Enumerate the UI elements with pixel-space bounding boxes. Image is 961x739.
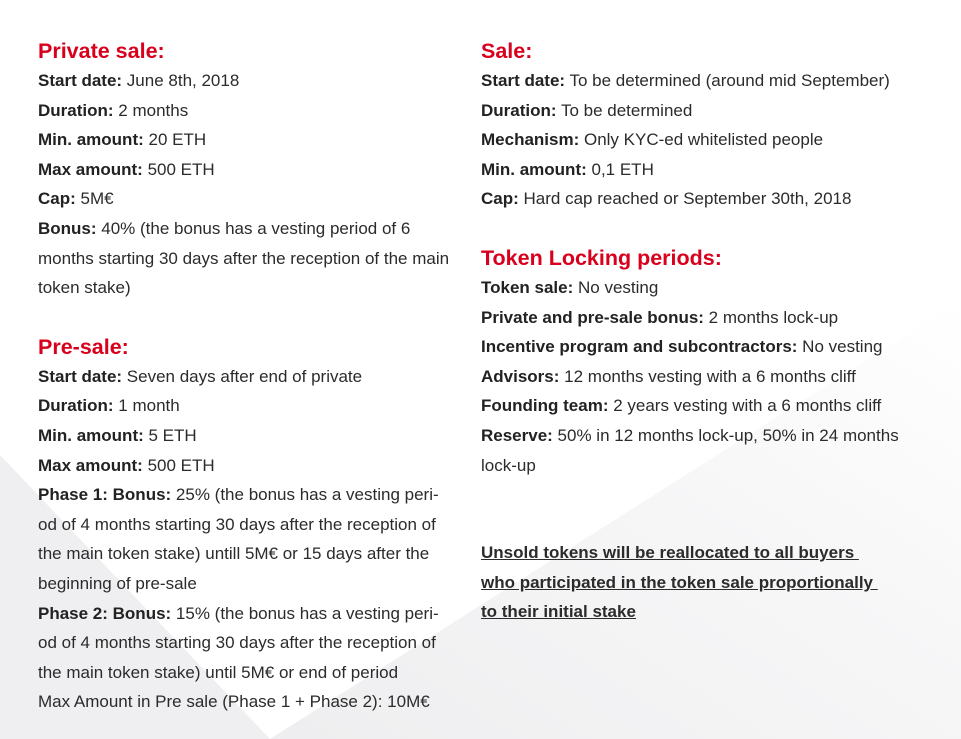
- field-label: Start date:: [38, 366, 123, 386]
- field-value: No vesting: [797, 337, 883, 357]
- left-column: [38, 36, 450, 717]
- private-sale-heading: Private sale:: [38, 39, 165, 63]
- field-value: 15% (the bonus has a vesting peri-od of 4 months starting 30 days after the reception of the main token stake) until 5M€ or end of period: [38, 603, 439, 682]
- field-label: Duration:: [38, 396, 114, 416]
- field-label: Min. amount:: [481, 159, 587, 179]
- field-value: June 8th, 2018: [122, 71, 240, 90]
- private-sale-section: [38, 36, 450, 303]
- pre-sale-heading: Pre-sale:: [38, 334, 129, 359]
- field-value: 1 month: [113, 396, 180, 416]
- field-label: Bonus:: [38, 218, 97, 238]
- field-label: Founding team:: [481, 396, 609, 416]
- field-label: Incentive program and subcontractors:: [481, 337, 798, 357]
- token-locking-incentive: [481, 332, 901, 362]
- private-sale-cap: [38, 184, 450, 214]
- field-label: Mechanism:: [481, 130, 580, 150]
- field-label: Private and pre-sale bonus:: [481, 307, 704, 327]
- field-value: Seven days after end of private: [122, 366, 363, 386]
- sale-section: [481, 36, 901, 214]
- field-value: 5M€: [75, 189, 114, 209]
- field-value: 2 months lock-up: [703, 307, 839, 327]
- field-value: 40% (the bonus has a vesting period of 6 months starting 30 days after the reception of the main token stake): [38, 218, 450, 298]
- private-sale-max-amount: [38, 155, 450, 185]
- unsold-tokens-note: [481, 538, 901, 627]
- field-label: Duration:: [481, 100, 557, 120]
- sale-duration: [481, 96, 901, 126]
- field-label: Max amount:: [38, 159, 143, 179]
- field-value: 12 months vesting with a 6 months cliff: [559, 366, 856, 386]
- token-locking-advisors: [481, 362, 901, 392]
- sale-cap: [481, 184, 901, 214]
- field-value: 2 months: [113, 100, 189, 120]
- field-label: Duration:: [38, 100, 114, 120]
- spacer: [481, 480, 901, 538]
- field-label: Reserve:: [481, 425, 553, 445]
- pre-sale-duration: [38, 391, 450, 421]
- private-sale-start-date: [38, 66, 450, 96]
- field-value: 25% (the bonus has a vesting peri-od of 4 months starting 30 days after the reception of the main token stake) untill 5M€ or 15 days after the beginning of pre-sale: [38, 485, 439, 593]
- token-locking-token-sale: [481, 273, 901, 303]
- pre-sale-max-amount: [38, 451, 450, 481]
- sale-mechanism: [481, 125, 901, 155]
- right-column: [481, 36, 901, 627]
- field-value: Only KYC-ed whitelisted people: [579, 130, 824, 150]
- field-label: Cap:: [481, 189, 519, 209]
- field-value: 500 ETH: [142, 159, 215, 179]
- token-locking-heading: Token Locking periods:: [481, 245, 722, 270]
- field-label: Max amount:: [38, 455, 143, 475]
- field-label: Cap:: [38, 189, 76, 209]
- field-label: Min. amount:: [38, 130, 144, 150]
- pre-sale-start-date: [38, 362, 450, 392]
- field-value: Hard cap reached or September 30th, 2018: [518, 189, 852, 209]
- field-label: Phase 2: Bonus:: [38, 603, 172, 623]
- pre-sale-section: [38, 332, 450, 717]
- sale-min-amount: [481, 155, 901, 185]
- pre-sale-phase2-bonus: [38, 599, 450, 688]
- field-value: 5 ETH: [143, 425, 197, 445]
- field-value: 20 ETH: [143, 130, 207, 150]
- field-label: Advisors:: [481, 366, 560, 386]
- token-locking-reserve: [481, 421, 901, 480]
- private-sale-min-amount: [38, 125, 450, 155]
- spacer: [38, 303, 450, 332]
- pre-sale-phase1-bonus: [38, 480, 450, 598]
- field-value: To be determined: [556, 100, 693, 120]
- pre-sale-min-amount: [38, 421, 450, 451]
- field-label: Phase 1: Bonus:: [38, 485, 172, 505]
- field-value: 2 years vesting with a 6 months cliff: [608, 396, 882, 416]
- field-value: 500 ETH: [142, 455, 215, 475]
- note-line-3: to their initial stake: [481, 602, 636, 622]
- note-line-1: Unsold tokens will be reallocated to all buyers: [481, 543, 859, 563]
- token-locking-bonus: [481, 303, 901, 333]
- field-label: Start date:: [481, 71, 566, 90]
- private-sale-bonus: [38, 214, 450, 303]
- token-locking-section: [481, 243, 901, 480]
- sale-heading: Sale:: [481, 39, 533, 63]
- field-value: To be determined (around mid September): [565, 71, 890, 90]
- pre-sale-max-total: Max Amount in Pre sale (Phase 1 + Phase 2): 10M€: [38, 692, 430, 712]
- sale-start-date: [481, 66, 901, 96]
- note-line-2: who participated in the token sale proportionally: [481, 572, 878, 592]
- field-value: 0,1 ETH: [586, 159, 654, 179]
- private-sale-duration: [38, 96, 450, 126]
- field-label: Token sale:: [481, 277, 574, 297]
- field-value: No vesting: [573, 277, 659, 297]
- field-label: Min. amount:: [38, 425, 144, 445]
- token-locking-founding-team: [481, 391, 901, 421]
- field-value: 50% in 12 months lock-up, 50% in 24 months lock-up: [481, 425, 899, 475]
- field-label: Start date:: [38, 71, 123, 90]
- spacer: [481, 214, 901, 243]
